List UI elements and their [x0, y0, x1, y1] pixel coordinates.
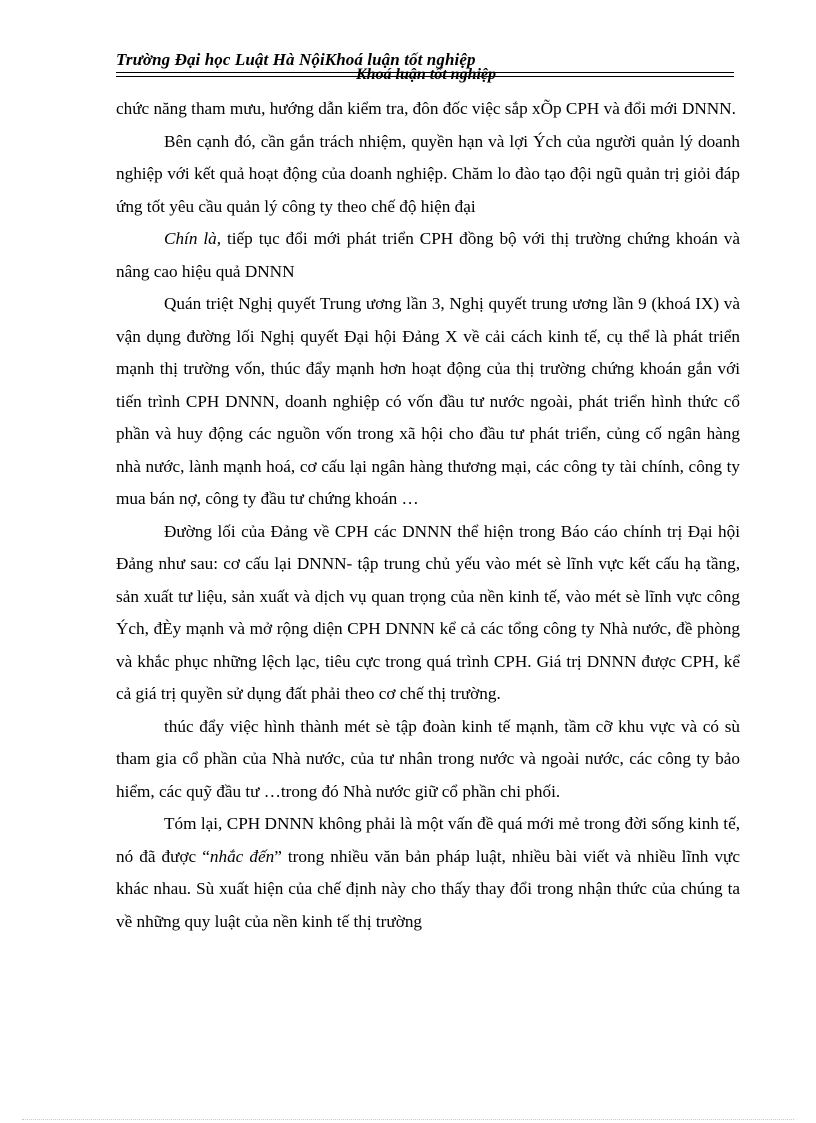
paragraph-7-part-b: ” trong nhiều văn bản pháp luật, nhiều bài viết và nhiều lĩnh vực khác nhau. Sù xuất hiện của chế định này cho thấy thay đổi trong nhận thức của chúng ta về những quy luật của nền kinh tế thị trường	[116, 846, 740, 931]
paragraph-7	[116, 808, 740, 938]
paragraph-7-part-a: Tóm lại, CPH DNNN không phải là một vấn đề quá mới mẻ trong đời sống kinh tế, nó đã được “	[116, 814, 740, 866]
paragraph-3-rest: tiếp tục đổi mới phát triển CPH đồng bộ với thị trường chứng khoán và nâng cao hiệu quả DNNN	[116, 229, 740, 281]
header-subtitle: Khoá luận tốt nghiệp	[355, 66, 497, 83]
page-bottom-border	[22, 1119, 794, 1120]
paragraph-7-quote: nhắc đến	[209, 846, 275, 866]
paragraph-6: thúc đẩy việc hình thành mét sè tập đoàn kinh tế mạnh, tầm cỡ khu vực và có sù tham gia cổ phần của Nhà nước, của tư nhân trong nước và ngoài nước, các công ty bảo hiểm, các quỹ đầu tư …trong đó Nhà nước giữ cổ phần chi phối.	[116, 716, 740, 801]
paragraph-1: chức năng tham mưu, hướng dẫn kiểm tra, đôn đốc việc sắp xÕp CPH và đổi mới DNNN.	[116, 99, 736, 118]
header-title: Trường Đại học Luật Hà NộiKhoá luận tốt nghiệp	[116, 50, 476, 69]
paragraph-3	[116, 223, 740, 288]
paragraph-3-lead: Chín là,	[164, 229, 222, 248]
header-rule-top	[116, 72, 734, 73]
paragraph-5: Đường lối của Đảng về CPH các DNNN thể hiện trong Báo cáo chính trị Đại hội Đảng như sau: cơ cấu lại DNNN- tập trung chủ yếu vào mét sè lĩnh vực kết cấu hạ tầng, sản xuất tư liệu, sản xuất và dịch vụ quan trọng của nền kinh tế, vào mét sè lĩnh vực công Ých, đÈy mạnh và mở rộng diện CPH DNNN kể cả các tổng công ty Nhà nước, đề phòng và khắc phục những lệch lạc, tiêu cực trong quá trình CPH. Giá trị DNNN được CPH, kể cả giá trị quyền sử dụng đất phải theo cơ chế thị trường.	[116, 521, 740, 703]
page-header	[116, 50, 736, 90]
paragraph-2: Bên cạnh đó, cần gắn trách nhiệm, quyền hạn và lợi Ých của người quản lý doanh nghiệp với kết quả hoạt động của doanh nghiệp. Chăm lo đào tạo đội ngũ quản trị giỏi đáp ứng tốt yêu cầu quản lý công ty theo chế độ hiện đại	[116, 131, 740, 216]
document-body	[116, 93, 740, 938]
paragraph-4: Quán triệt Nghị quyết Trung ương lần 3, Nghị quyết trung ương lần 9 (khoá IX) và vận dụng đường lối Nghị quyết Đại hội Đảng X về cải cách kinh tế, cụ thể là phát triển mạnh thị trường vốn, thúc đẩy mạnh hơn hoạt động của thị trường chứng khoán gắn với tiến trình CPH DNNN, doanh nghiệp có vốn đầu tư nước ngoài, phát triển hình thức cổ phần và huy động các nguồn vốn trong xã hội cho đầu tư phát triển, củng cố ngân hàng nhà nước, lành mạnh hoá, cơ cấu lại ngân hàng thương mại, các công ty tài chính, công ty mua bán nợ, công ty đầu tư chứng khoán …	[116, 294, 740, 508]
header-rule-bottom	[116, 76, 734, 77]
